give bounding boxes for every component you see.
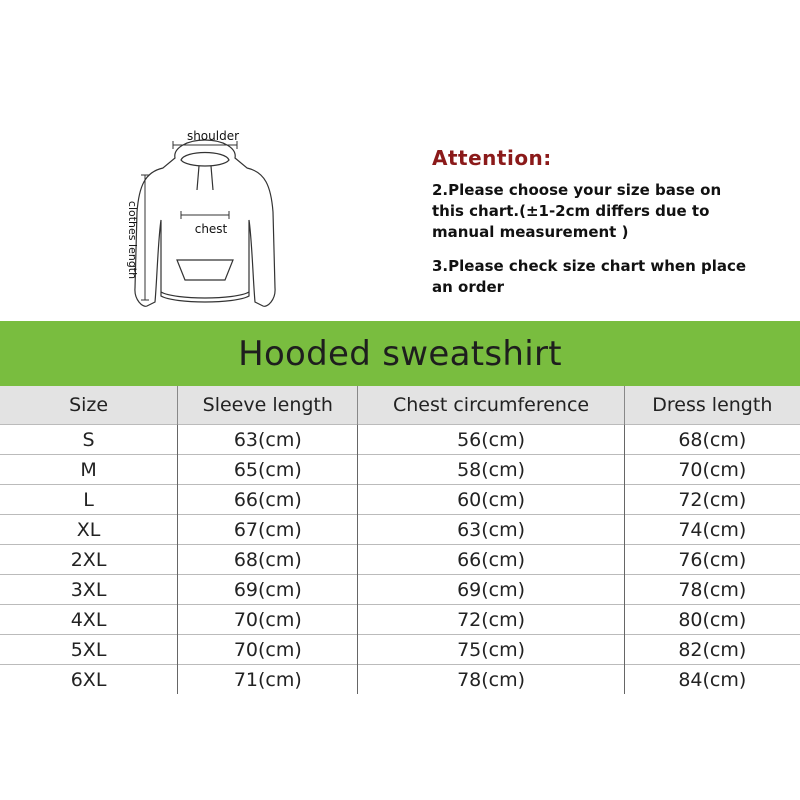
attention-title: Attention: <box>432 146 552 170</box>
chest-cell: 56(cm) <box>358 425 624 455</box>
chest-label: chest <box>194 222 228 236</box>
table-row <box>0 485 800 515</box>
size-cell: 2XL <box>0 545 178 575</box>
length-cell: 84(cm) <box>624 665 800 695</box>
size-cell: 3XL <box>0 575 178 605</box>
sleeve-cell: 70(cm) <box>178 635 358 665</box>
chest-cell: 69(cm) <box>358 575 624 605</box>
size-cell: 4XL <box>0 605 178 635</box>
sleeve-cell: 63(cm) <box>178 425 358 455</box>
clothes-length-label: clothes length <box>126 200 139 280</box>
length-cell: 78(cm) <box>624 575 800 605</box>
attention-note-measurement: 2.Please choose your size base on this chart.(±1-2cm differs due to manual measurement ) <box>432 181 722 241</box>
length-cell: 68(cm) <box>624 425 800 455</box>
header-dress-length: Dress length <box>624 386 800 425</box>
size-cell: XL <box>0 515 178 545</box>
size-cell: M <box>0 455 178 485</box>
waistband <box>161 292 249 298</box>
chest-cell: 75(cm) <box>358 635 624 665</box>
drawstring-left <box>197 166 199 190</box>
size-cell: 6XL <box>0 665 178 695</box>
sleeve-cell: 66(cm) <box>178 485 358 515</box>
table-header-row <box>0 386 800 425</box>
drawstring-right <box>211 166 213 190</box>
chest-cell: 78(cm) <box>358 665 624 695</box>
product-banner <box>0 321 800 386</box>
size-cell: S <box>0 425 178 455</box>
chest-cell: 60(cm) <box>358 485 624 515</box>
banner-title: Hooded sweatshirt <box>238 333 562 374</box>
hoodie-measurement-diagram <box>115 120 295 320</box>
sleeve-cell: 69(cm) <box>178 575 358 605</box>
length-cell: 82(cm) <box>624 635 800 665</box>
hood-opening <box>181 153 229 167</box>
sleeve-cell: 68(cm) <box>178 545 358 575</box>
table-row <box>0 425 800 455</box>
attention-note-order: 3.Please check size chart when place an order <box>432 257 747 296</box>
length-cell: 72(cm) <box>624 485 800 515</box>
header-sleeve-length: Sleeve length <box>178 386 358 425</box>
size-cell: 5XL <box>0 635 178 665</box>
length-cell: 70(cm) <box>624 455 800 485</box>
size-chart-table <box>0 386 800 694</box>
table-row <box>0 455 800 485</box>
chest-cell: 58(cm) <box>358 455 624 485</box>
chest-cell: 66(cm) <box>358 545 624 575</box>
header-chest-circumference: Chest circumference <box>358 386 624 425</box>
sleeve-cell: 70(cm) <box>178 605 358 635</box>
length-cell: 76(cm) <box>624 545 800 575</box>
shoulder-label: shoulder <box>186 129 240 143</box>
chest-cell: 63(cm) <box>358 515 624 545</box>
sleeve-cell: 65(cm) <box>178 455 358 485</box>
length-cell: 80(cm) <box>624 605 800 635</box>
chest-cell: 72(cm) <box>358 605 624 635</box>
header-size: Size <box>0 386 178 425</box>
table-row <box>0 605 800 635</box>
table-row <box>0 575 800 605</box>
table-row <box>0 635 800 665</box>
table-row <box>0 545 800 575</box>
table-row <box>0 515 800 545</box>
table-row <box>0 665 800 695</box>
front-pocket <box>177 260 233 280</box>
length-cell: 74(cm) <box>624 515 800 545</box>
sleeve-cell: 71(cm) <box>178 665 358 695</box>
size-cell: L <box>0 485 178 515</box>
sleeve-cell: 67(cm) <box>178 515 358 545</box>
